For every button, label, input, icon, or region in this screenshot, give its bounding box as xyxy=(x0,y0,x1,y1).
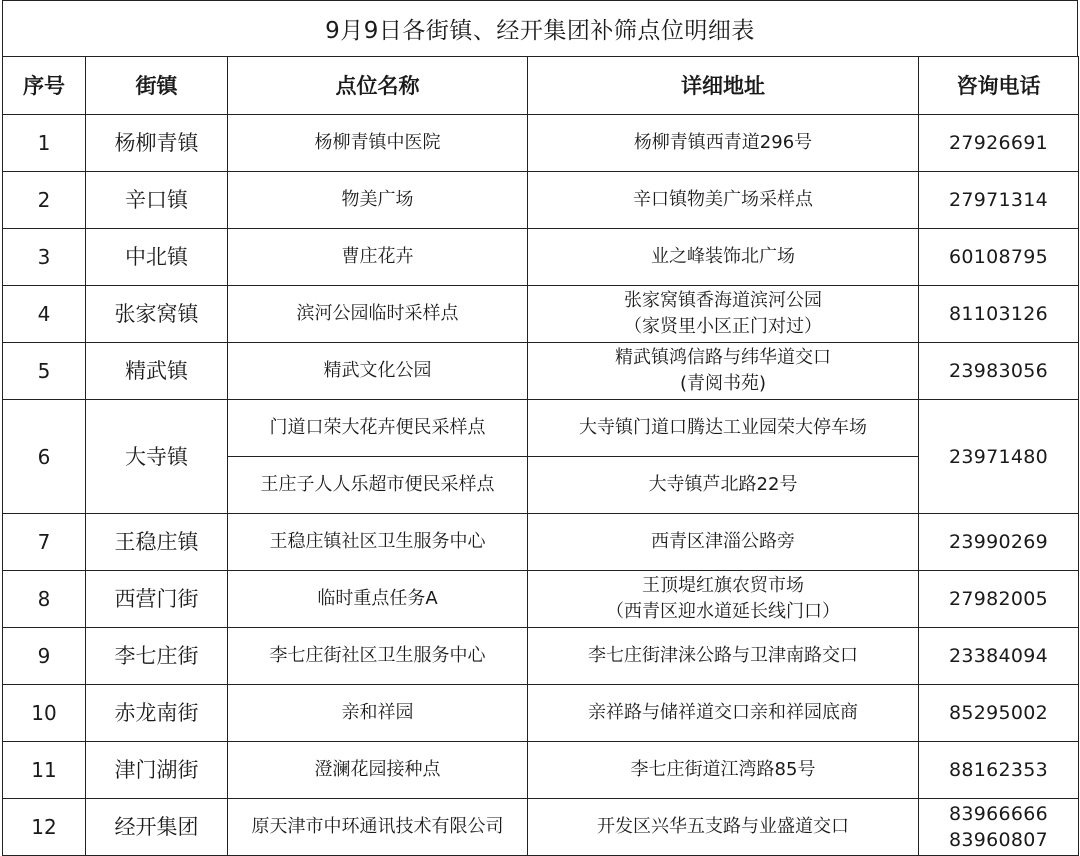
cell-no: 6 xyxy=(3,400,86,514)
address-line: 大寺镇芦北路22号 xyxy=(648,474,798,495)
cell-town: 赤龙南街 xyxy=(86,685,228,742)
cell-address xyxy=(528,457,919,514)
table-row xyxy=(3,229,1079,286)
address-line: 西青区津淄公路旁 xyxy=(651,531,795,552)
cell-no: 4 xyxy=(3,286,86,343)
cell-address xyxy=(528,742,919,799)
table-row xyxy=(3,799,1079,856)
header-site-name: 点位名称 xyxy=(228,57,528,115)
cell-address xyxy=(528,685,919,742)
cell-address xyxy=(528,628,919,685)
cell-address xyxy=(528,172,919,229)
phone-number: 60108795 xyxy=(948,246,1049,268)
header-row xyxy=(3,57,1079,115)
cell-phone xyxy=(919,229,1079,286)
phone-number: 23983056 xyxy=(948,360,1049,382)
phone-number: 81103126 xyxy=(948,303,1049,325)
cell-phone xyxy=(919,571,1079,628)
address-line: 开发区兴华五支路与业盛道交口 xyxy=(597,816,849,837)
phone-number: 83960807 xyxy=(948,829,1049,851)
phone-number: 88162353 xyxy=(948,759,1049,781)
address-line: 李七庄街津涞公路与卫津南路交口 xyxy=(588,645,858,666)
table-row xyxy=(3,172,1079,229)
header-phone: 咨询电话 xyxy=(919,57,1079,115)
cell-address xyxy=(528,571,919,628)
cell-town: 李七庄街 xyxy=(86,628,228,685)
address-line: 业之峰装饰北广场 xyxy=(651,246,795,267)
table-row xyxy=(3,286,1079,343)
cell-phone xyxy=(919,286,1079,343)
cell-address xyxy=(528,400,919,457)
cell-address xyxy=(528,343,919,400)
phone-number: 23971480 xyxy=(948,445,1049,468)
cell-no: 11 xyxy=(3,742,86,799)
phone-number: 85295002 xyxy=(948,702,1049,724)
cell-no: 10 xyxy=(3,685,86,742)
address-line: 张家窝镇香海道滨河公园 xyxy=(624,290,822,311)
cell-address xyxy=(528,229,919,286)
address-line: 精武镇鸿信路与纬华道交口 xyxy=(615,347,831,368)
cell-town: 张家窝镇 xyxy=(86,286,228,343)
table-row xyxy=(3,115,1079,172)
address-line: 杨柳青镇西青道296号 xyxy=(633,132,813,153)
cell-site-name: 王稳庄镇社区卫生服务中心 xyxy=(228,514,528,571)
table-row xyxy=(3,571,1079,628)
cell-site-name: 澄澜花园接种点 xyxy=(228,742,528,799)
table-row xyxy=(3,628,1079,685)
phone-number: 27926691 xyxy=(948,132,1049,154)
cell-town: 西营门街 xyxy=(86,571,228,628)
cell-site-name: 曹庄花卉 xyxy=(228,229,528,286)
cell-site-name: 门道口荣大花卉便民采样点 xyxy=(228,400,528,457)
table-row xyxy=(3,514,1079,571)
address-line: 王顶堤红旗农贸市场 xyxy=(642,575,804,596)
cell-address xyxy=(528,799,919,856)
cell-town: 杨柳青镇 xyxy=(86,115,228,172)
address-line: (青阅书苑) xyxy=(679,373,767,394)
cell-town: 大寺镇 xyxy=(86,400,228,514)
table-row xyxy=(3,400,1079,457)
cell-phone xyxy=(919,115,1079,172)
cell-phone xyxy=(919,628,1079,685)
phone-number: 27982005 xyxy=(948,588,1049,610)
cell-site-name: 李七庄街社区卫生服务中心 xyxy=(228,628,528,685)
cell-address xyxy=(528,286,919,343)
cell-town: 津门湖街 xyxy=(86,742,228,799)
cell-no: 12 xyxy=(3,799,86,856)
address-line: 亲祥路与储祥道交口亲和祥园底商 xyxy=(588,702,858,723)
header-address: 详细地址 xyxy=(528,57,919,115)
cell-site-name: 滨河公园临时采样点 xyxy=(228,286,528,343)
cell-no: 9 xyxy=(3,628,86,685)
cell-site-name: 精武文化公园 xyxy=(228,343,528,400)
address-line: （西青区迎水道延长线门口） xyxy=(606,601,840,622)
cell-no: 1 xyxy=(3,115,86,172)
table-body xyxy=(3,115,1079,856)
cell-site-name: 原天津市中环通讯技术有限公司 xyxy=(228,799,528,856)
table-row xyxy=(3,742,1079,799)
table-row xyxy=(3,343,1079,400)
phone-number: 23990269 xyxy=(948,531,1049,553)
cell-no: 8 xyxy=(3,571,86,628)
cell-town: 经开集团 xyxy=(86,799,228,856)
cell-phone xyxy=(919,172,1079,229)
cell-phone xyxy=(919,685,1079,742)
cell-no: 2 xyxy=(3,172,86,229)
cell-address xyxy=(528,514,919,571)
cell-site-name: 王庄子人人乐超市便民采样点 xyxy=(228,457,528,514)
cell-phone xyxy=(919,799,1079,856)
cell-address xyxy=(528,115,919,172)
phone-number: 23384094 xyxy=(948,645,1049,667)
cell-no: 3 xyxy=(3,229,86,286)
cell-no: 7 xyxy=(3,514,86,571)
address-line: （家贤里小区正门对过） xyxy=(624,316,822,337)
header-no: 序号 xyxy=(3,57,86,115)
phone-number: 27971314 xyxy=(948,189,1049,211)
header-town: 街镇 xyxy=(86,57,228,115)
cell-phone xyxy=(919,400,1079,514)
cell-town: 中北镇 xyxy=(86,229,228,286)
cell-site-name: 临时重点任务A xyxy=(228,571,528,628)
cell-town: 辛口镇 xyxy=(86,172,228,229)
cell-no: 5 xyxy=(3,343,86,400)
address-line: 李七庄街道江湾路85号 xyxy=(630,759,816,780)
table-title: 9月9日各街镇、经开集团补筛点位明细表 xyxy=(2,0,1078,56)
cell-phone xyxy=(919,514,1079,571)
cell-phone xyxy=(919,343,1079,400)
cell-site-name: 杨柳青镇中医院 xyxy=(228,115,528,172)
table-row xyxy=(3,685,1079,742)
address-line: 大寺镇门道口腾达工业园荣大停车场 xyxy=(579,417,867,438)
cell-town: 精武镇 xyxy=(86,343,228,400)
cell-site-name: 物美广场 xyxy=(228,172,528,229)
cell-site-name: 亲和祥园 xyxy=(228,685,528,742)
cell-town: 王稳庄镇 xyxy=(86,514,228,571)
phone-number: 83966666 xyxy=(948,803,1049,825)
cell-phone xyxy=(919,742,1079,799)
address-line: 辛口镇物美广场采样点 xyxy=(633,189,813,210)
screening-sites-table xyxy=(2,56,1079,856)
